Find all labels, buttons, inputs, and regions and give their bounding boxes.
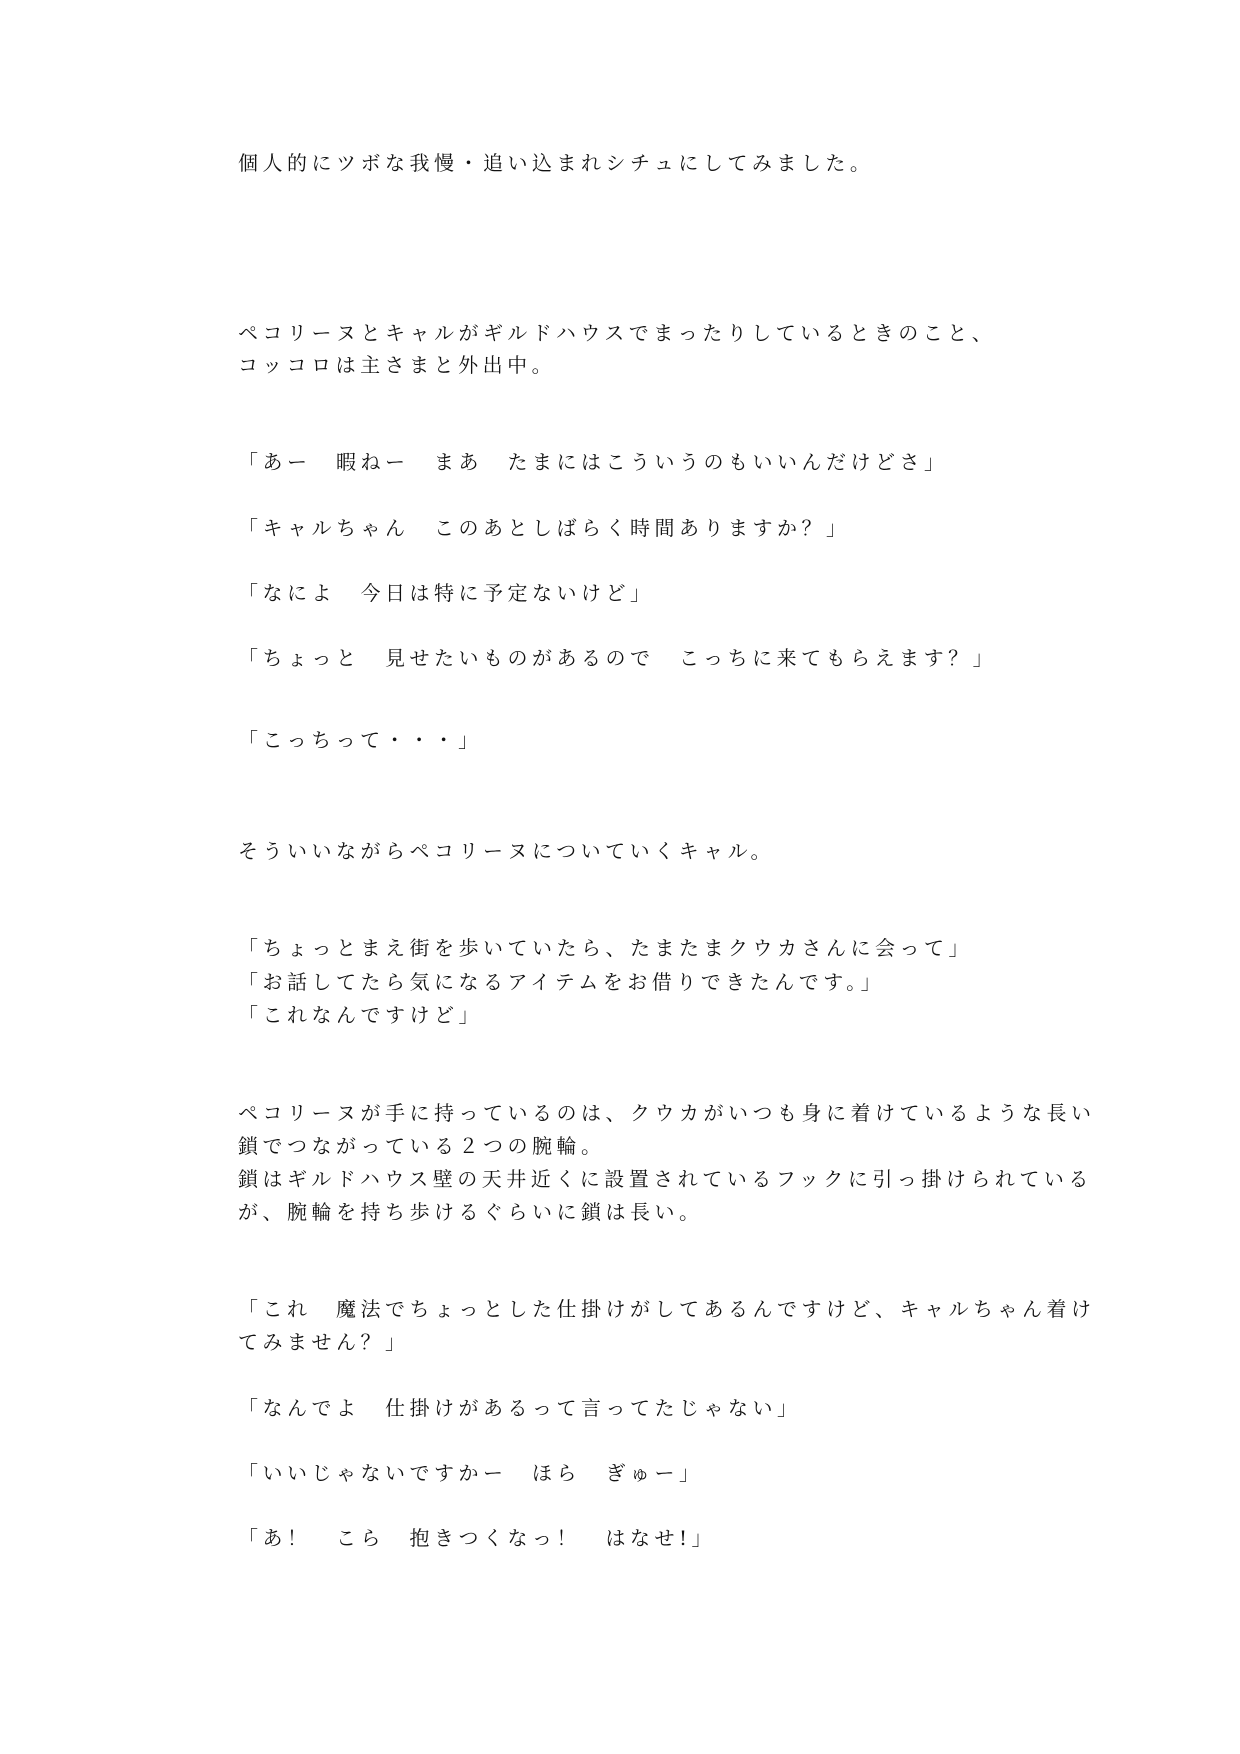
paragraph-1-line-1: 個人的にツボな我慢・追い込まれシチュにしてみました。 — [238, 151, 875, 175]
dialogue-block-line-2: 「お話してたら気になるアイテムをお借りできたんです。」 — [238, 970, 886, 994]
description-line-3: 鎖はギルドハウス壁の天井近くに設置されているフックに引っ掛けられている — [238, 1167, 1093, 1191]
paragraph-2-line-2: コッコロは主さまと外出中。 — [238, 353, 557, 377]
dialogue-line-7: 「いいじゃないですかー ほら ぎゅー」 — [238, 1461, 704, 1485]
dialogue-line-2: 「キャルちゃん このあとしばらく時間ありますか？」 — [238, 516, 851, 540]
dialogue-line-6: 「なんでよ 仕掛けがあるって言ってたじゃない」 — [238, 1396, 802, 1420]
description-line-4: が、腕輪を持ち歩けるぐらいに鎖は長い。 — [238, 1200, 704, 1224]
dialogue-line-3: 「なによ 今日は特に予定ないけど」 — [238, 581, 655, 605]
dialogue-wrap-line-1: 「これ 魔法でちょっとした仕掛けがしてあるんですけど、キャルちゃん着け — [238, 1297, 1096, 1321]
dialogue-block-line-3: 「これなんですけど」 — [238, 1003, 483, 1027]
description-line-1: ペコリーヌが手に持っているのは、クウカがいつも身に着けているような長い — [238, 1101, 1096, 1125]
dialogue-line-8: 「あ！ こら 抱きつくなっ！ はなせ!」 — [238, 1526, 717, 1550]
dialogue-block-line-1: 「ちょっとまえ街を歩いていたら、たまたまクウカさんに会って」 — [238, 936, 973, 960]
dialogue-line-4: 「ちょっと 見せたいものがあるので こっちに来てもらえます？」 — [238, 646, 998, 670]
dialogue-wrap-line-2: てみません？」 — [238, 1330, 410, 1354]
paragraph-2-line-1: ペコリーヌとキャルがギルドハウスでまったりしているときのこと、 — [238, 321, 997, 345]
description-line-2: 鎖でつながっている２つの腕輪。 — [238, 1134, 606, 1158]
dialogue-line-5: 「こっちって・・・」 — [238, 728, 483, 752]
narration-line: そういいながらペコリーヌについていくキャル。 — [238, 839, 775, 863]
dialogue-line-1: 「あー 暇ねー まあ たまにはこういうのもいいんだけどさ」 — [238, 450, 949, 474]
